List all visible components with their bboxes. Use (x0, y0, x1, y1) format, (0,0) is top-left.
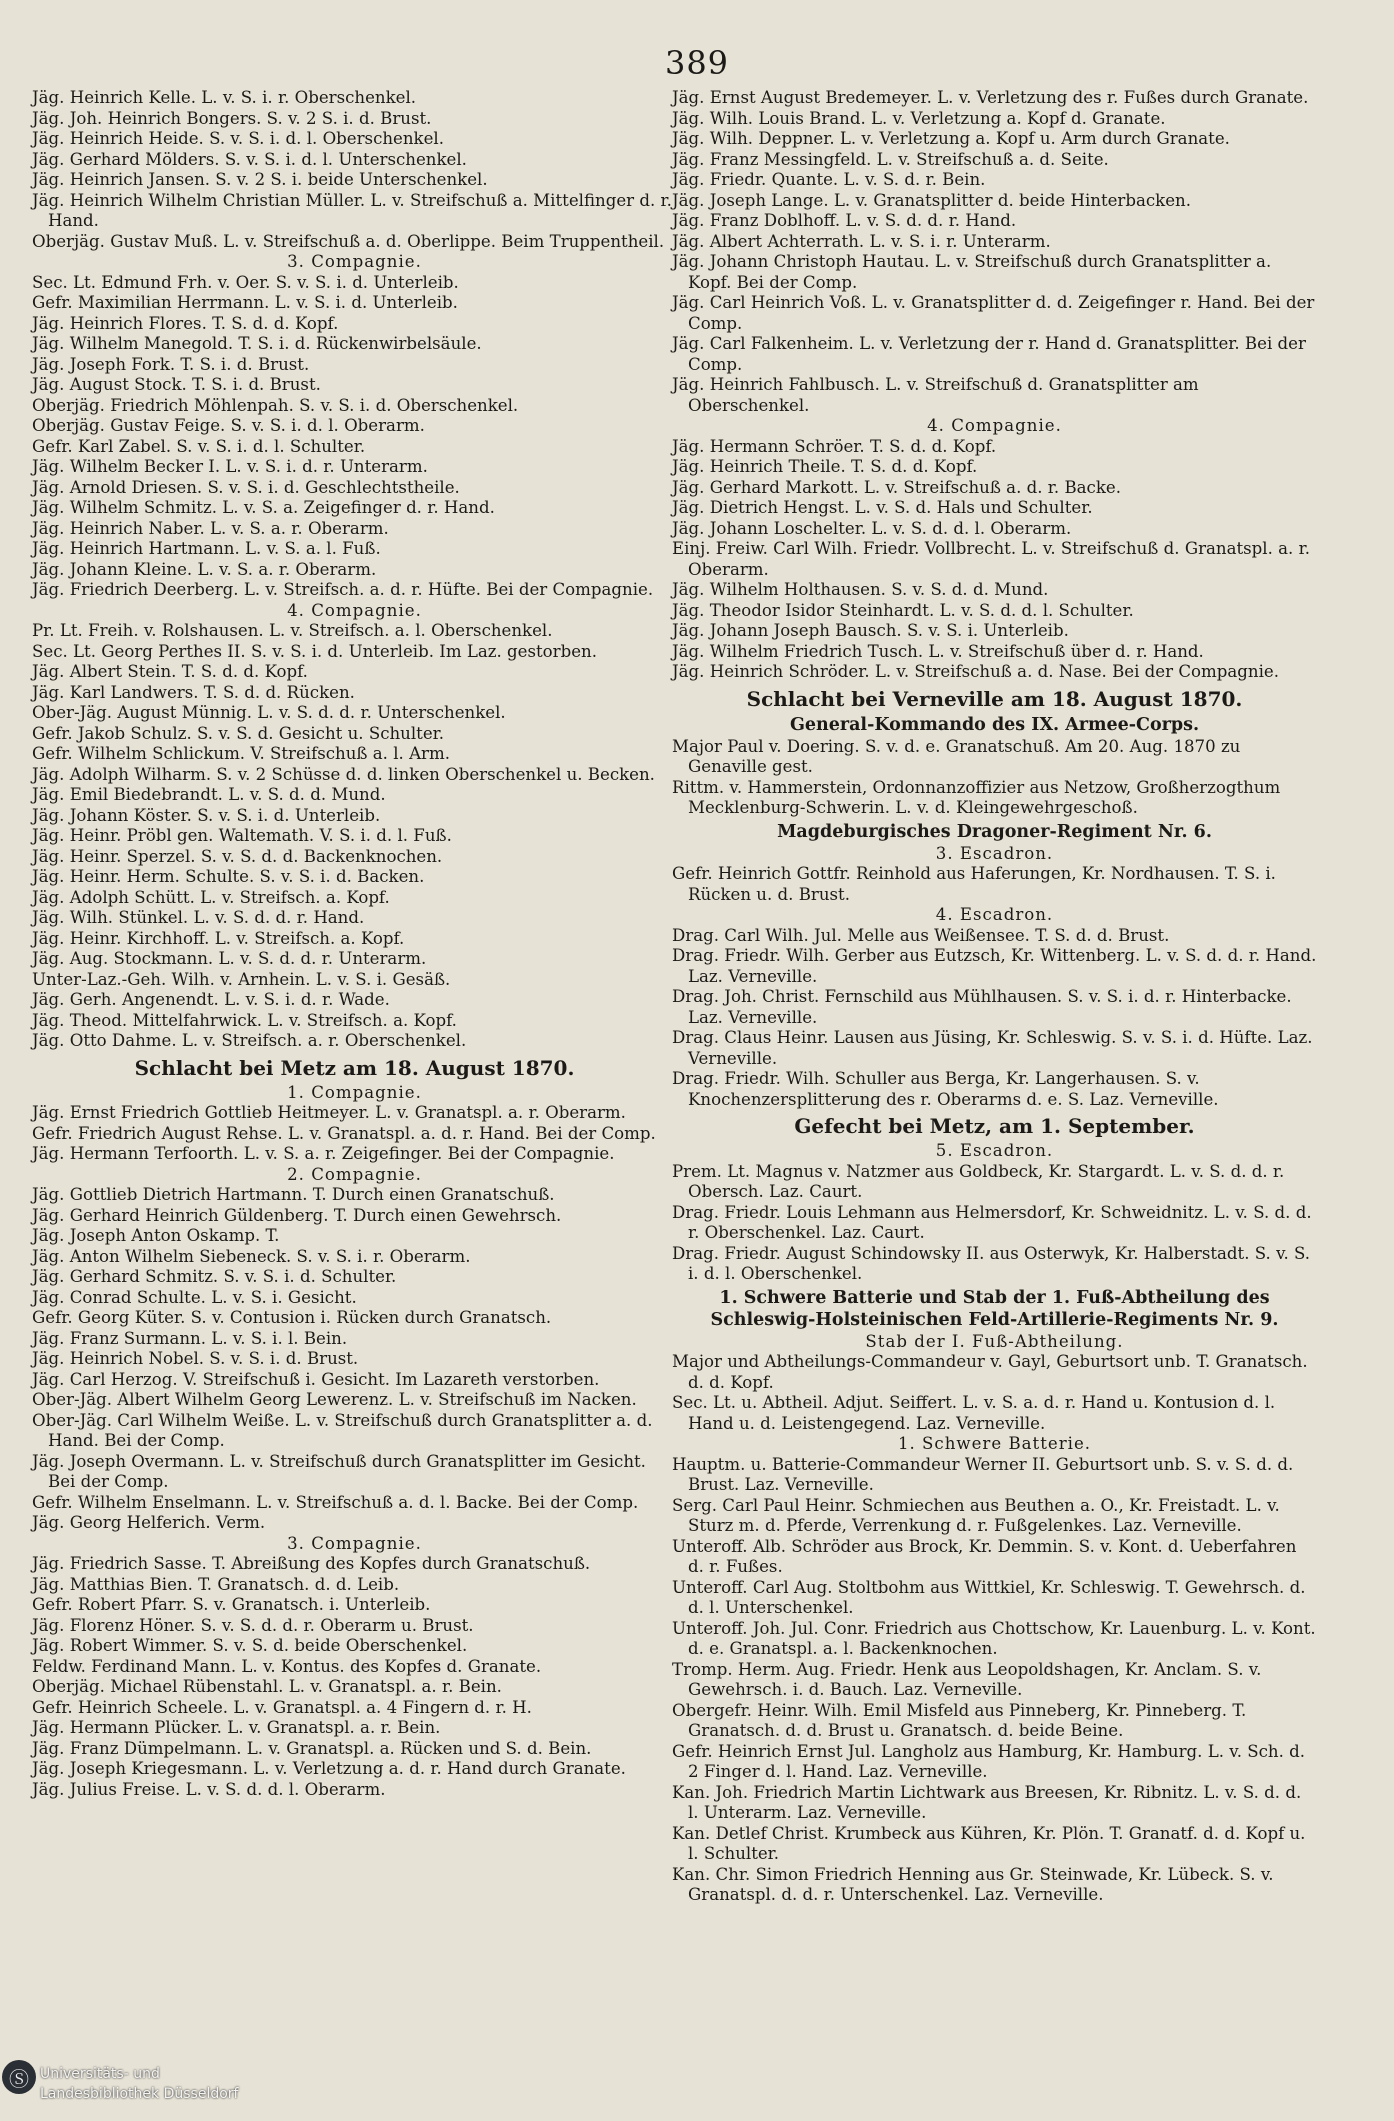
casualty-entry: Jäg. Florenz Höner. S. v. S. d. d. r. Oberarm u. Brust. (32, 1615, 474, 1635)
casualty-entry: Gefr. Wilhelm Schlickum. V. Streifschuß a. l. Arm. (32, 744, 450, 763)
casualty-entry: Sec. Lt. Georg Perthes II. S. v. S. i. d. Unterleib. Im Laz. gestorben. (32, 641, 598, 661)
casualty-entry: Jäg. Franz Dümpelmann. L. v. Granatspl. a. Rücken und S. d. Bein. (32, 1738, 592, 1758)
casualty-entry: Jäg. Johann Christoph Hautau. L. v. Streifschuß durch Granatsplitter a. Kopf. Bei der Comp. (672, 252, 1272, 292)
casualty-entry: Hauptm. u. Batterie-Commandeur Werner II. Geburtsort unb. S. v. S. d. d. Brust. Laz. Verneville. (672, 1454, 1294, 1494)
casualty-entry: Jäg. Heinrich Schröder. L. v. Streifschuß a. d. Nase. Bei der Compagnie. (672, 662, 1279, 681)
casualty-entry: Kan. Joh. Friedrich Martin Lichtwark aus Breesen, Kr. Ribnitz. L. v. S. d. d. l. Unterarm. Laz. Verneville. (672, 1782, 1302, 1822)
casualty-entry: Jäg. Wilhelm Schmitz. L. v. S. a. Zeigefinger d. r. Hand. (32, 498, 495, 517)
casualty-entry: Jäg. Friedrich Sasse. T. Abreißung des Kopfes durch Granatschuß. (32, 1554, 591, 1573)
company-heading: Stab der I. Fuß-Abtheilung. (865, 1331, 1124, 1351)
casualty-entry: Ober-Jäg. Albert Wilhelm Georg Lewerenz. L. v. Streifschuß im Nacken. (32, 1390, 637, 1409)
casualty-entry: Oberjäg. Michael Rübenstahl. L. v. Granatspl. a. r. Bein. (32, 1677, 502, 1696)
casualty-entry: Jäg. Joseph Kriegesmann. L. v. Verletzung a. d. r. Hand durch Granate. (32, 1759, 626, 1778)
casualty-entry: Jäg. Carl Herzog. V. Streifschuß i. Gesicht. Im Lazareth verstorben. (32, 1369, 600, 1389)
casualty-entry: Drag. Friedr. Louis Lehmann aus Helmersdorf, Kr. Schweidnitz. L. v. S. d. d. r. Oberschenkel. Laz. Caurt. (672, 1202, 1312, 1242)
casualty-entry: Jäg. Albert Achterrath. L. v. S. i. r. Unterarm. (672, 231, 1051, 251)
casualty-entry: Jäg. Emil Biedebrandt. L. v. S. d. d. Mund. (32, 785, 386, 804)
casualty-entry: Ober-Jäg. August Münnig. L. v. S. d. d. r. Unterschenkel. (32, 703, 506, 722)
casualty-entry: Sec. Lt. Edmund Frh. v. Oer. S. v. S. i. d. Unterleib. (32, 272, 459, 292)
casualty-entry: Jäg. Wilhelm Becker I. L. v. S. i. d. r. Unterarm. (32, 457, 428, 476)
casualty-entry: Kan. Chr. Simon Friedrich Henning aus Gr. Steinwade, Kr. Lübeck. S. v. Granatspl. d. d. r. Unterschenkel. Laz. Verneville. (672, 1864, 1274, 1904)
casualty-entry: Drag. Friedr. Wilh. Schuller aus Berga, Kr. Langerhausen. S. v. Knochenzersplitterung des r. Oberarms d. e. S. Laz. Verneville. (672, 1069, 1219, 1109)
right-column (672, 88, 1317, 1906)
company-heading: 4. Compagnie. (287, 600, 422, 620)
casualty-entry: Drag. Joh. Christ. Fernschild aus Mühlhausen. S. v. S. i. d. r. Hinterbacke. Laz. Verneville. (672, 987, 1292, 1027)
company-heading: 3. Compagnie. (287, 1533, 422, 1553)
battle-heading: Schlacht bei Verneville am 18. August 1870. (746, 686, 1243, 711)
casualty-entry: Oberjäg. Gustav Feige. S. v. S. i. d. l. Oberarm. (32, 416, 425, 435)
casualty-entry: Jäg. Georg Helferich. Verm. (32, 1513, 266, 1532)
casualty-entry: Drag. Friedr. August Schindowsky II. aus Osterwyk, Kr. Halberstadt. S. v. S. i. d. l. Oberschenkel. (672, 1243, 1311, 1283)
casualty-entry: Oberjäg. Gustav Muß. L. v. Streifschuß a. d. Oberlippe. Beim Truppentheil. (32, 231, 665, 251)
casualty-entry: Jäg. Franz Doblhoff. L. v. S. d. d. r. Hand. (672, 211, 1017, 230)
casualty-entry: Gefr. Robert Pfarr. S. v. Granatsch. i. Unterleib. (32, 1595, 431, 1614)
casualty-entry: Kan. Detlef Christ. Krumbeck aus Kühren, Kr. Plön. T. Granatf. d. d. Kopf u. l. Schulter. (672, 1823, 1306, 1863)
casualty-entry: Jäg. Heinrich Kelle. L. v. S. i. r. Oberschenkel. (32, 88, 417, 107)
casualty-entry: Jäg. Heinrich Jansen. S. v. 2 S. i. beide Unterschenkel. (32, 170, 488, 189)
casualty-entry: Jäg. Adolph Schütt. L. v. Streifsch. a. Kopf. (32, 887, 390, 907)
casualty-entry: Drag. Friedr. Wilh. Gerber aus Eutzsch, Kr. Wittenberg. L. v. S. d. d. r. Hand. Laz. Verneville. (672, 946, 1317, 986)
casualty-entry: Jäg. Heinr. Herm. Schulte. S. v. S. i. d. Backen. (32, 867, 425, 886)
casualty-entry: Jäg. Arnold Driesen. S. v. S. i. d. Geschlechtstheile. (32, 477, 460, 497)
casualty-entry: Jäg. Wilh. Stünkel. L. v. S. d. d. r. Hand. (32, 908, 365, 927)
casualty-entry: Major Paul v. Doering. S. v. d. e. Granatschuß. Am 20. Aug. 1870 zu Genaville gest. (672, 736, 1241, 776)
casualty-entry: Jäg. Wilhelm Friedrich Tusch. L. v. Streifschuß über d. r. Hand. (672, 641, 1204, 661)
casualty-entry: Major und Abtheilungs-Commandeur v. Gayl, Geburtsort unb. T. Granatsch. d. d. Kopf. (672, 1352, 1308, 1392)
casualty-entry: Jäg. Anton Wilhelm Siebeneck. S. v. S. i. r. Oberarm. (32, 1246, 471, 1266)
casualty-entry: Jäg. Heinrich Hartmann. L. v. S. a. l. Fuß. (32, 539, 381, 558)
casualty-entry: Gefr. Heinrich Scheele. L. v. Granatspl. a. 4 Fingern d. r. H. (32, 1697, 532, 1717)
casualty-entry: Jäg. Otto Dahme. L. v. Streifsch. a. r. Oberschenkel. (32, 1031, 467, 1050)
unit-heading: General-Kommando des IX. Armee-Corps. (789, 714, 1200, 735)
casualty-entry: Obergefr. Heinr. Wilh. Emil Misfeld aus Pinneberg, Kr. Pinneberg. T. Granatsch. d. d. Brust u. Granatsch. d. beide Beine. (672, 1700, 1247, 1740)
casualty-entry: Jäg. Gerhard Mölders. S. v. S. i. d. l. Unterschenkel. (32, 149, 467, 169)
page-number: 389 (664, 44, 730, 82)
casualty-entry: Gefr. Karl Zabel. S. v. S. i. d. l. Schulter. (32, 436, 366, 456)
casualty-entry: Jäg. Wilh. Louis Brand. L. v. Verletzung a. Kopf d. Granate. (672, 108, 1166, 128)
casualty-entry: Sec. Lt. u. Abtheil. Adjut. Seiffert. L. v. S. a. d. r. Hand u. Kontusion d. l. Hand u. d. Leistengegend. Laz. Verneville. (672, 1393, 1276, 1433)
casualty-entry: Gefr. Jakob Schulz. S. v. S. d. Gesicht u. Schulter. (32, 723, 445, 743)
casualty-entry: Jäg. Julius Freise. L. v. S. d. d. l. Oberarm. (32, 1779, 386, 1799)
casualty-entry: Jäg. Heinr. Sperzel. S. v. S. d. d. Backenknochen. (32, 846, 443, 866)
casualty-entry: Feldw. Ferdinand Mann. L. v. Kontus. des Kopfes d. Granate. (32, 1656, 542, 1676)
casualty-entry: Jäg. Heinrich Heide. S. v. S. i. d. l. Oberschenkel. (32, 129, 445, 148)
unit-heading: 1. Schwere Batterie und Stab der 1. Fuß-Abtheilung des Schleswig-Holsteinischen Feld-Artillerie-Regiments Nr. 9. (710, 1287, 1279, 1330)
casualty-entry: Jäg. Joh. Heinrich Bongers. S. v. 2 S. i. d. Brust. (32, 108, 432, 128)
company-heading: 4. Compagnie. (927, 416, 1062, 435)
casualty-entry: Unter-Laz.-Geh. Wilh. v. Arnhein. L. v. S. i. Gesäß. (32, 969, 451, 989)
casualty-entry: Jäg. Matthias Bien. T. Granatsch. d. d. Leib. (32, 1574, 400, 1594)
casualty-entry: Jäg. Franz Messingfeld. L. v. Streifschuß a. d. Seite. (672, 149, 1109, 169)
casualty-entry: Pr. Lt. Freih. v. Rolshausen. L. v. Streifsch. a. l. Oberschenkel. (32, 621, 553, 640)
casualty-entry: Jäg. Joseph Overmann. L. v. Streifschuß durch Granatsplitter im Gesicht. Bei der Comp. (32, 1451, 646, 1491)
casualty-entry: Jäg. Gerhard Schmitz. S. v. S. i. d. Schulter. (32, 1267, 397, 1286)
casualty-entry: Jäg. Robert Wimmer. S. v. S. d. beide Oberschenkel. (32, 1636, 468, 1655)
company-heading: 4. Escadron. (935, 905, 1054, 924)
casualty-entry: Jäg. Carl Falkenheim. L. v. Verletzung der r. Hand d. Granatsplitter. Bei der Comp. (672, 334, 1306, 374)
casualty-entry: Jäg. Gottlieb Dietrich Hartmann. T. Durch einen Granatschuß. (32, 1185, 555, 1204)
casualty-entry: Jäg. Adolph Wilharm. S. v. 2 Schüsse d. d. linken Oberschenkel u. Becken. (32, 764, 655, 784)
casualty-entry: Jäg. Theodor Isidor Steinhardt. L. v. S. d. d. l. Schulter. (672, 600, 1134, 620)
casualty-entry: Prem. Lt. Magnus v. Natzmer aus Goldbeck, Kr. Stargardt. L. v. S. d. d. r. Obersch. Laz. Caurt. (672, 1161, 1285, 1201)
library-credit (40, 2064, 238, 2104)
company-heading: 3. Compagnie. (287, 252, 422, 271)
casualty-entry: Jäg. Joseph Lange. L. v. Granatsplitter d. beide Hinterbacken. (672, 190, 1192, 210)
casualty-entry: Gefr. Georg Küter. S. v. Contusion i. Rücken durch Granatsch. (32, 1308, 552, 1327)
casualty-entry: Gefr. Heinrich Ernst Jul. Langholz aus Hamburg, Kr. Hamburg. L. v. Sch. d. 2 Finger d. l. Hand. Laz. Verneville. (672, 1741, 1306, 1781)
casualty-entry: Jäg. Dietrich Hengst. L. v. S. d. Hals und Schulter. (672, 498, 1093, 517)
casualty-entry: Jäg. Heinr. Kirchhoff. L. v. Streifsch. a. Kopf. (32, 928, 405, 948)
casualty-entry: Rittm. v. Hammerstein, Ordonnanzoffizier aus Netzow, Großherzogthum Mecklenburg-Schwerin. L. v. d. Kleingewehrgeschoß. (672, 777, 1281, 817)
casualty-entry: Jäg. Ernst August Bredemeyer. L. v. Verletzung des r. Fußes durch Granate. (672, 88, 1309, 107)
casualty-entry: Jäg. August Stock. T. S. i. d. Brust. (32, 375, 321, 394)
casualty-entry: Drag. Claus Heinr. Lausen aus Jüsing, Kr. Schleswig. S. v. S. i. d. Hüfte. Laz. Verneville. (672, 1028, 1313, 1068)
left-column (32, 88, 677, 1800)
casualty-entry: Unteroff. Joh. Jul. Conr. Friedrich aus Chottschow, Kr. Lauenburg. L. v. Kont. d. e. Granatspl. a. l. Backenknochen. (672, 1618, 1316, 1658)
casualty-entry: Jäg. Gerh. Angenendt. L. v. S. i. d. r. Wade. (32, 990, 390, 1009)
casualty-entry: Jäg. Hermann Terfoorth. L. v. S. a. r. Zeigefinger. Bei der Compagnie. (32, 1144, 615, 1163)
casualty-entry: Jäg. Johann Loschelter. L. v. S. d. d. l. Oberarm. (672, 518, 1072, 538)
casualty-entry: Jäg. Conrad Schulte. L. v. S. i. Gesicht. (32, 1287, 357, 1307)
company-heading: 2. Compagnie. (287, 1164, 422, 1184)
casualty-entry: Jäg. Joseph Fork. T. S. i. d. Brust. (32, 354, 310, 374)
casualty-entry: Tromp. Herm. Aug. Friedr. Henk aus Leopoldshagen, Kr. Anclam. S. v. Gewehrsch. i. d. Bauch. Laz. Verneville. (672, 1659, 1262, 1699)
casualty-entry: Jäg. Aug. Stockmann. L. v. S. d. d. r. Unterarm. (32, 949, 427, 968)
company-heading: 1. Compagnie. (287, 1082, 422, 1102)
casualty-entry: Jäg. Heinrich Wilhelm Christian Müller. L. v. Streifschuß a. Mittelfinger d. r. Hand. (32, 190, 672, 230)
casualty-entry: Gefr. Maximilian Herrmann. L. v. S. i. d. Unterleib. (32, 293, 458, 312)
library-credit-line2: Landesbibliothek Düsseldorf (40, 2086, 239, 2102)
library-logo-icon: Ⓢ (2, 2060, 36, 2094)
company-heading: 5. Escadron. (935, 1141, 1054, 1160)
company-heading: 1. Schwere Batterie. (897, 1434, 1092, 1453)
casualty-entry: Jäg. Heinrich Nobel. S. v. S. i. d. Brust. (32, 1349, 359, 1368)
casualty-entry: Gefr. Wilhelm Enselmann. L. v. Streifschuß a. d. l. Backe. Bei der Comp. (32, 1492, 639, 1512)
casualty-entry: Unteroff. Alb. Schröder aus Brock, Kr. Demmin. S. v. Kont. d. Ueberfahren d. r. Fußes. (672, 1536, 1297, 1576)
casualty-entry: Oberjäg. Friedrich Möhlenpah. S. v. S. i. d. Oberschenkel. (32, 395, 519, 415)
casualty-entry: Jäg. Theod. Mittelfahrwick. L. v. Streifsch. a. Kopf. (32, 1010, 457, 1030)
casualty-entry: Jäg. Carl Heinrich Voß. L. v. Granatsplitter d. d. Zeigefinger r. Hand. Bei der Comp. (672, 293, 1315, 333)
casualty-entry: Gefr. Friedrich August Rehse. L. v. Granatspl. a. d. r. Hand. Bei der Comp. (32, 1123, 656, 1143)
company-heading: 3. Escadron. (935, 843, 1054, 863)
casualty-entry: Jäg. Franz Surmann. L. v. S. i. l. Bein. (32, 1328, 348, 1348)
casualty-entry: Gefr. Heinrich Gottfr. Reinhold aus Haferungen, Kr. Nordhausen. T. S. i. Rücken u. d. Brust. (672, 864, 1276, 904)
casualty-entry: Jäg. Heinrich Naber. L. v. S. a. r. Oberarm. (32, 518, 389, 538)
casualty-entry: Jäg. Heinrich Fahlbusch. L. v. Streifschuß d. Granatsplitter am Oberschenkel. (672, 375, 1199, 415)
casualty-entry: Ober-Jäg. Carl Wilhelm Weiße. L. v. Streifschuß durch Granatsplitter a. d. Hand. Bei der Comp. (32, 1410, 653, 1450)
casualty-entry: Jäg. Ernst Friedrich Gottlieb Heitmeyer. L. v. Granatspl. a. r. Oberarm. (32, 1103, 626, 1122)
casualty-entry: Jäg. Hermann Plücker. L. v. Granatspl. a. r. Bein. (32, 1718, 441, 1737)
casualty-entry: Unteroff. Carl Aug. Stoltbohm aus Wittkiel, Kr. Schleswig. T. Gewehrsch. d. d. l. Unterschenkel. (672, 1577, 1306, 1617)
casualty-entry: Jäg. Gerhard Heinrich Güldenberg. T. Durch einen Gewehrsch. (32, 1205, 562, 1225)
casualty-entry: Jäg. Wilhelm Manegold. T. S. i. d. Rückenwirbelsäule. (32, 334, 482, 353)
casualty-entry: Jäg. Johann Köster. S. v. S. i. d. Unterleib. (32, 805, 381, 825)
casualty-entry: Jäg. Johann Kleine. L. v. S. a. r. Oberarm. (32, 559, 377, 579)
casualty-entry: Jäg. Heinrich Theile. T. S. d. d. Kopf. (672, 457, 978, 476)
casualty-entry: Jäg. Hermann Schröer. T. S. d. d. Kopf. (672, 436, 997, 456)
battle-heading: Gefecht bei Metz, am 1. September. (794, 1114, 1195, 1138)
casualty-entry: Einj. Freiw. Carl Wilh. Friedr. Vollbrecht. L. v. Streifschuß d. Granatspl. a. r. Oberarm. (672, 539, 1310, 579)
casualty-entry: Drag. Carl Wilh. Jul. Melle aus Weißensee. T. S. d. d. Brust. (672, 925, 1170, 945)
casualty-entry: Serg. Carl Paul Heinr. Schmiechen aus Beuthen a. O., Kr. Freistadt. L. v. Sturz m. d. Pferde, Verrenkung d. r. Fußgelenkes. Laz. Verneville. (672, 1495, 1280, 1535)
casualty-entry: Jäg. Albert Stein. T. S. d. d. Kopf. (32, 662, 308, 681)
casualty-entry: Jäg. Friedr. Quante. L. v. S. d. r. Bein. (672, 170, 986, 189)
casualty-entry: Jäg. Karl Landwers. T. S. d. d. Rücken. (32, 682, 355, 702)
casualty-entry: Jäg. Heinrich Flores. T. S. d. d. Kopf. (32, 313, 339, 333)
casualty-entry: Jäg. Gerhard Markott. L. v. Streifschuß a. d. r. Backe. (672, 477, 1121, 497)
battle-heading: Schlacht bei Metz am 18. August 1870. (134, 1055, 575, 1080)
casualty-entry: Jäg. Johann Joseph Bausch. S. v. S. i. Unterleib. (672, 621, 1069, 640)
casualty-entry: Jäg. Wilh. Deppner. L. v. Verletzung a. Kopf u. Arm durch Granate. (672, 129, 1230, 148)
casualty-entry: Jäg. Joseph Anton Oskamp. T. (32, 1226, 280, 1245)
library-credit-line1: Universitäts- und (40, 2066, 160, 2082)
unit-heading: Magdeburgisches Dragoner-Regiment Nr. 6. (777, 821, 1212, 842)
casualty-entry: Jäg. Friedrich Deerberg. L. v. Streifsch. a. d. r. Hüfte. Bei der Compagnie. (32, 580, 654, 599)
casualty-entry: Jäg. Wilhelm Holthausen. S. v. S. d. d. Mund. (672, 580, 1049, 599)
casualty-entry: Jäg. Heinr. Pröbl gen. Waltemath. V. S. i. d. l. Fuß. (32, 826, 452, 845)
